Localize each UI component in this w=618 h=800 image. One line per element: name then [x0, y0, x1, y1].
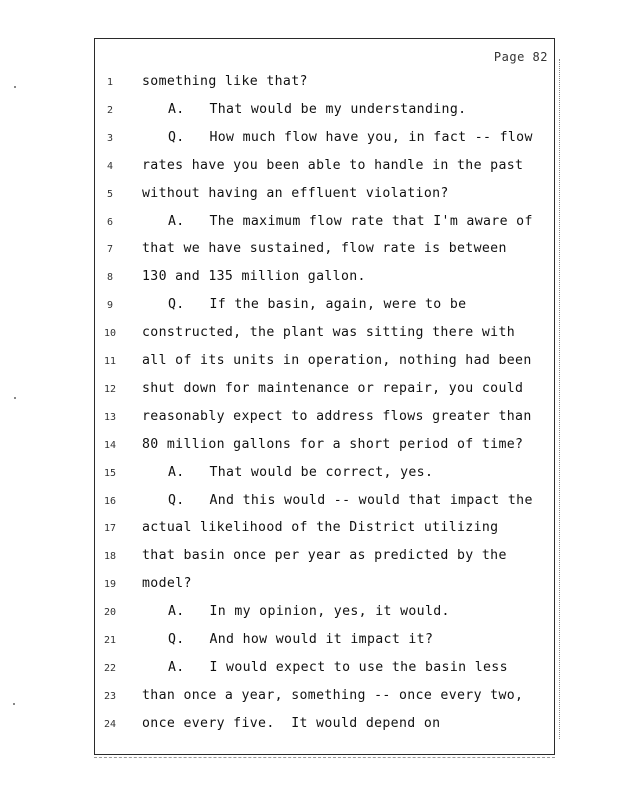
transcript-line — [95, 548, 554, 568]
transcript-line — [95, 493, 554, 513]
line-number: 24 — [103, 718, 117, 730]
line-text: once every five. It would depend on — [142, 715, 441, 731]
line-number: 18 — [103, 551, 117, 563]
line-text: rates have you been able to handle in the past — [142, 157, 524, 173]
line-text: 130 and 135 million gallon. — [142, 269, 366, 285]
line-text: Q. If the basin, again, were to be — [168, 297, 467, 313]
line-text: Q. And how would it impact it? — [168, 632, 434, 647]
line-text: actual likelihood of the District utilizing — [142, 520, 499, 536]
line-text: model? — [142, 576, 192, 592]
line-number: 16 — [103, 495, 117, 507]
line-number: 9 — [106, 300, 114, 312]
line-text: A. The maximum flow rate that I'm aware of — [168, 213, 533, 229]
scan-speck — [14, 86, 16, 88]
transcript-line — [95, 632, 554, 652]
transcript-line — [95, 158, 554, 178]
line-text: something like that? — [142, 74, 308, 89]
transcript-line — [95, 353, 554, 373]
line-number: 21 — [103, 635, 117, 646]
line-number: 22 — [103, 662, 117, 674]
transcript-line — [95, 604, 554, 624]
page-number: Page 82 — [493, 50, 548, 64]
transcript-page — [94, 38, 555, 755]
line-text: A. That would be my understanding. — [168, 101, 467, 117]
transcript-line — [95, 437, 554, 457]
transcript-line — [95, 409, 554, 429]
transcript-line — [95, 102, 554, 122]
line-text: A. In my opinion, yes, it would. — [168, 604, 450, 620]
bottom-scan-line — [94, 757, 555, 759]
transcript-line — [95, 688, 554, 708]
right-margin-ticks — [555, 59, 560, 739]
line-number: 5 — [106, 188, 114, 200]
transcript-line — [95, 576, 554, 596]
line-text: without having an effluent violation? — [142, 185, 449, 201]
transcript-line — [95, 716, 554, 736]
line-number: 14 — [103, 439, 117, 451]
line-number: 10 — [103, 328, 117, 340]
line-number: 20 — [103, 607, 117, 619]
line-text: reasonably expect to address flows greater than — [142, 408, 532, 424]
transcript-line — [95, 660, 554, 680]
line-text: than once a year, something -- once every two, — [142, 687, 524, 703]
line-number: 23 — [103, 690, 117, 702]
line-number: 6 — [106, 216, 114, 228]
transcript-line — [95, 241, 554, 261]
line-number: 11 — [103, 356, 117, 367]
line-text: constructed, the plant was sitting there with — [142, 325, 516, 341]
transcript-line — [95, 465, 554, 485]
line-number: 19 — [103, 579, 117, 591]
line-text: that we have sustained, flow rate is between — [142, 241, 507, 257]
line-number: 7 — [106, 244, 114, 256]
transcript-line — [95, 269, 554, 289]
transcript-lines — [95, 39, 554, 754]
line-number: 15 — [103, 467, 117, 479]
line-text: A. I would expect to use the basin less — [168, 659, 508, 675]
line-number: 12 — [103, 383, 117, 395]
line-text: Q. How much flow have you, in fact -- flow — [168, 129, 533, 145]
line-number: 13 — [103, 411, 117, 423]
line-number: 8 — [106, 272, 114, 284]
line-text: Q. And this would -- would that impact the — [168, 492, 533, 508]
transcript-line — [95, 520, 554, 540]
scan-speck — [13, 703, 15, 705]
transcript-line — [95, 325, 554, 345]
line-number: 4 — [106, 160, 114, 172]
line-number: 2 — [106, 104, 114, 116]
transcript-line — [95, 74, 554, 94]
line-text: 80 million gallons for a short period of time? — [142, 436, 524, 452]
line-number: 17 — [103, 523, 117, 535]
line-number: 1 — [106, 77, 114, 88]
transcript-line — [95, 297, 554, 317]
transcript-line — [95, 214, 554, 234]
scan-speck — [14, 397, 16, 399]
line-text: all of its units in operation, nothing had been — [142, 353, 532, 368]
transcript-line — [95, 186, 554, 206]
transcript-line — [95, 130, 554, 150]
line-text: shut down for maintenance or repair, you could — [142, 380, 524, 396]
transcript-line — [95, 381, 554, 401]
line-text: A. That would be correct, yes. — [168, 464, 434, 480]
line-number: 3 — [106, 132, 114, 144]
line-text: that basin once per year as predicted by the — [142, 548, 507, 564]
